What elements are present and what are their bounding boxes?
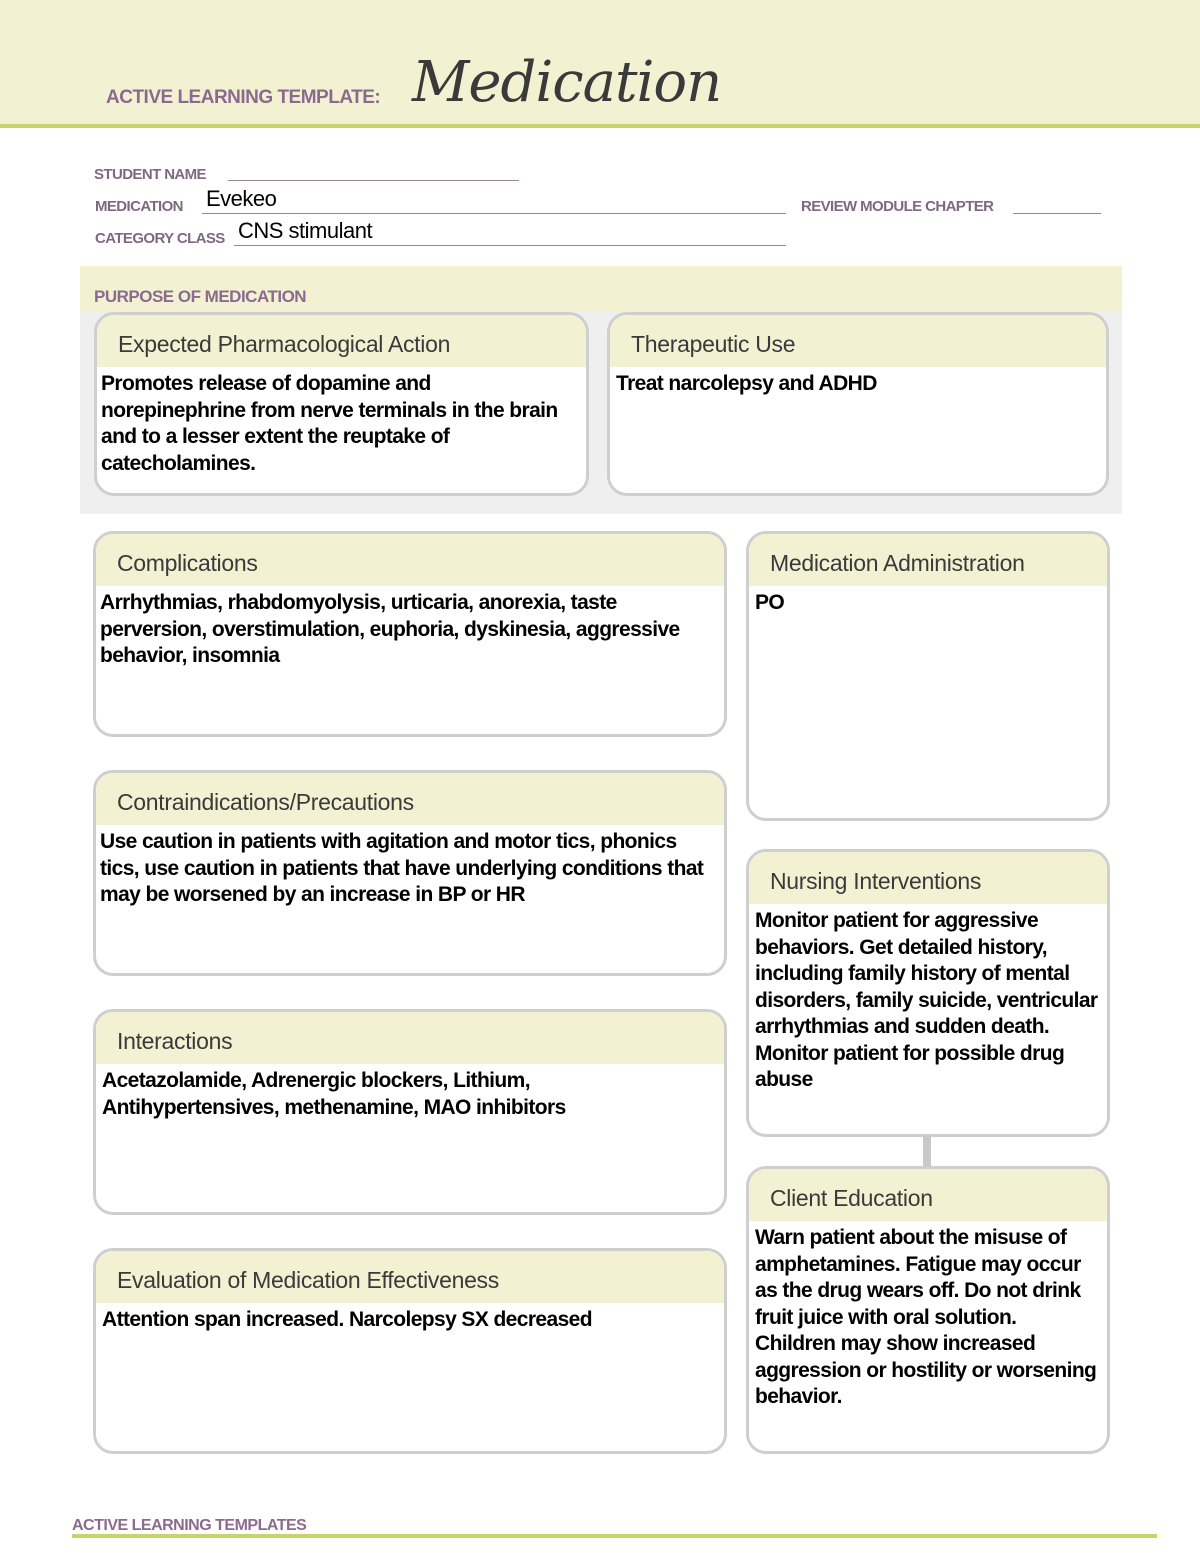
complications-body[interactable]: Arrhythmias, rhabdomyolysis, urticaria, anorexia, taste perversion, overstimulation, euphoria, dyskinesia, aggressive behavior, insomnia — [100, 591, 680, 667]
complications-card — [93, 531, 727, 737]
education-card — [746, 1166, 1110, 1454]
education-title: Client Education — [749, 1169, 1107, 1221]
template-label: ACTIVE LEARNING TEMPLATE: — [106, 87, 381, 108]
nursing-card — [746, 849, 1110, 1137]
nursing-title: Nursing Interventions — [749, 852, 1107, 904]
review-module-label: REVIEW MODULE CHAPTER — [801, 198, 994, 215]
education-body[interactable]: Warn patient about the misuse of amphetamines. Fatigue may occur as the drug wears off. Do not drink fruit juice with oral solution. Children may show increased aggression or hostility or worsening behavior. — [755, 1226, 1097, 1408]
evaluation-card — [93, 1248, 727, 1454]
interactions-title: Interactions — [96, 1012, 724, 1064]
review-module-line — [1013, 213, 1101, 214]
interactions-card — [93, 1009, 727, 1215]
contraindications-title: Contraindications/Precautions — [96, 773, 724, 825]
student-name-line — [228, 180, 519, 181]
therapeutic-use-title: Therapeutic Use — [610, 315, 1106, 367]
connector-line — [923, 1136, 931, 1167]
contraindications-card — [93, 770, 727, 976]
nursing-body[interactable]: Monitor patient for aggressive behaviors. Get detailed history, including family history of mental disorders, family suicide, ventricular arrhythmias and sudden death. Monitor patient for possible drug abuse — [755, 909, 1098, 1091]
purpose-label: PURPOSE OF MEDICATION — [94, 287, 307, 306]
administration-body[interactable]: PO — [755, 591, 785, 614]
evaluation-title: Evaluation of Medication Effectiveness — [96, 1251, 724, 1303]
expected-action-title: Expected Pharmacological Action — [97, 315, 586, 367]
therapeutic-use-body[interactable]: Treat narcolepsy and ADHD — [616, 372, 877, 395]
interactions-body[interactable]: Acetazolamide, Adrenergic blockers, Lithium, Antihypertensives, methenamine, MAO inhibitors — [102, 1069, 566, 1119]
administration-card — [746, 531, 1110, 821]
footer-line — [72, 1534, 1157, 1538]
evaluation-body[interactable]: Attention span increased. Narcolepsy SX decreased — [102, 1308, 592, 1331]
category-class-label: CATEGORY CLASS — [95, 230, 225, 247]
medication-line — [202, 213, 786, 214]
category-class-value[interactable]: CNS stimulant — [238, 218, 373, 243]
page-title: Medication — [412, 50, 722, 115]
expected-action-card — [94, 312, 589, 496]
footer-label: ACTIVE LEARNING TEMPLATES — [72, 1517, 307, 1534]
complications-title: Complications — [96, 534, 724, 586]
medication-label: MEDICATION — [95, 198, 183, 215]
administration-title: Medication Administration — [749, 534, 1107, 586]
expected-action-body[interactable]: Promotes release of dopamine and norepinephrine from nerve terminals in the brain and to a lesser extent the reuptake of catecholamines. — [101, 372, 558, 475]
student-name-label: STUDENT NAME — [94, 166, 206, 183]
contraindications-body[interactable]: Use caution in patients with agitation and motor tics, phonics tics, use caution in patients that have underlying conditions that may be worsened by an increase in BP or HR — [100, 830, 704, 906]
therapeutic-use-card — [607, 312, 1109, 496]
medication-value[interactable]: Evekeo — [206, 186, 277, 211]
category-class-line — [234, 245, 786, 246]
